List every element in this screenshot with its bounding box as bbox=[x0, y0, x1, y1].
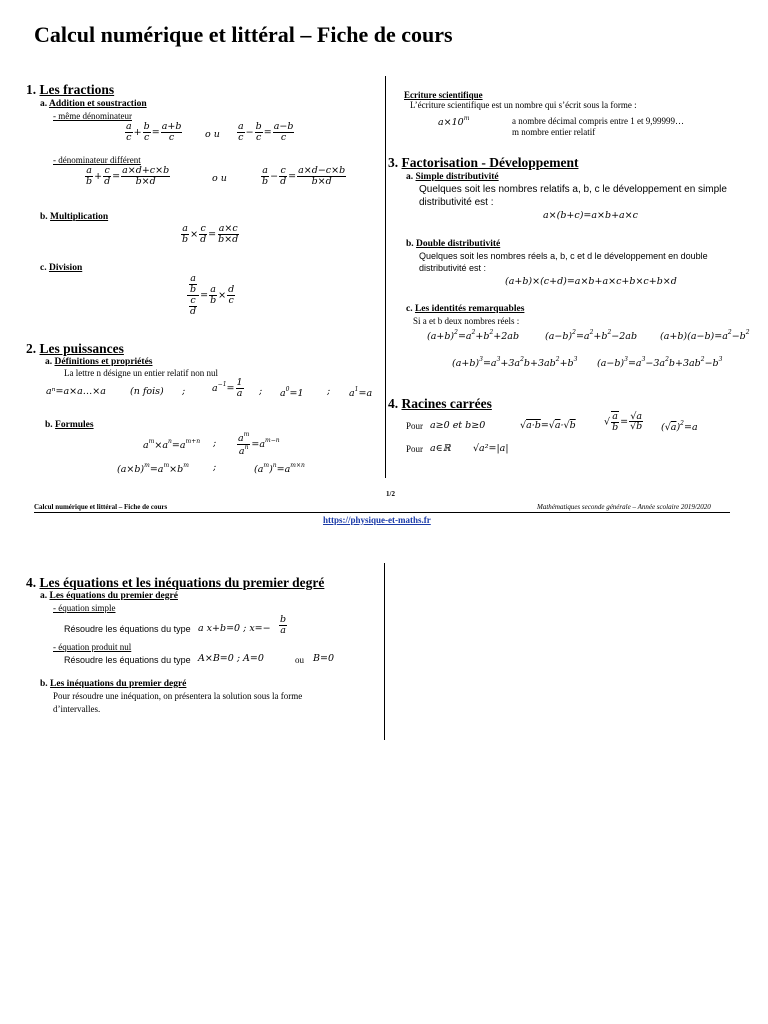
simple-equation-fraction: $\frac{b}{a}$ bbox=[280, 614, 287, 636]
subsection-3c-title: Les identités remarquables bbox=[414, 304, 525, 314]
letter-n-note: La lettre n désigne un entier relatif non nul bbox=[64, 368, 218, 378]
formula-simple-distributivity: a×(b+c)=a×b+a×c bbox=[543, 210, 638, 221]
section-3-title: Factorisation - Développement bbox=[401, 155, 579, 170]
website-link[interactable]: https://physique-et-maths.fr bbox=[323, 515, 431, 525]
subsection-3c-heading bbox=[406, 304, 524, 314]
formula-power-of-product: $(a\times b)^m=a^m\times b^m$ bbox=[117, 462, 189, 475]
formula-sub-diff-denominator: $\frac{a}{b}$ − $\frac{c}{d}$ = $\frac{a\times d-c\times b}{b\times d}$ bbox=[262, 165, 346, 187]
formula-add-same-denominator: $\frac{a}{c}$ + $\frac{b}{c}$ = $\frac{a+b}{c}$ bbox=[126, 121, 182, 143]
section-3-number: 3. bbox=[388, 155, 399, 170]
section-4-title: Racines carrées bbox=[401, 396, 492, 411]
subsection-1c-number: c. bbox=[40, 263, 47, 273]
separator: ; bbox=[182, 386, 186, 397]
formula-root-squared: $(√a)^2=a$ bbox=[661, 420, 698, 433]
simple-equation-formula: a x+b=0 ; x=− bbox=[198, 623, 271, 634]
subsection-5a-title: Les équations du premier degré bbox=[49, 591, 178, 601]
section-5-heading bbox=[26, 575, 324, 591]
subsection-2a-title: Définitions et propriétés bbox=[54, 357, 153, 367]
section-1-heading bbox=[26, 82, 114, 98]
different-denominator-label: - dénominateur différent bbox=[53, 155, 141, 165]
subsection-1b-number: b. bbox=[40, 212, 48, 222]
simple-equation-label: - équation simple bbox=[53, 603, 116, 613]
column-divider-page-2 bbox=[384, 563, 385, 740]
subsection-1c-title: Division bbox=[48, 263, 83, 273]
separator: ; bbox=[327, 386, 331, 397]
footer-left: Calcul numérique et littéral – Fiche de cours bbox=[34, 503, 168, 511]
section-1-title: Les fractions bbox=[39, 82, 115, 97]
formula-product-powers: $a^m\times a^n=a^{m+n}$ bbox=[143, 438, 201, 451]
scientific-a-note: a nombre décimal compris entre 1 et 9,99999… bbox=[512, 116, 684, 126]
footer-rule bbox=[34, 512, 730, 513]
formula-root-quotient: √ $\frac{a}{b}$ = $\frac{√a}{√b}$ bbox=[604, 410, 643, 433]
product-equation-formula-2: B=0 bbox=[313, 653, 334, 664]
product-equation-text: Résoudre les équations du type bbox=[64, 655, 191, 665]
double-distributivity-text-1: Quelques soit les nombres réels a, b, c et d le développement en double bbox=[419, 251, 708, 261]
subsection-2a-number: a. bbox=[45, 357, 53, 367]
subsection-5b-heading bbox=[40, 679, 186, 689]
subsection-3a-number: a. bbox=[406, 172, 414, 182]
real-condition: a∈ℝ bbox=[430, 443, 451, 454]
subsection-3a-title: Simple distributivité bbox=[415, 172, 499, 182]
section-5-title: Les équations et les inéquations du premier degré bbox=[39, 575, 325, 590]
formula-negative-power: $a^{-1}=$ $\frac{1}{a}$ bbox=[212, 377, 243, 399]
formula-multiplication: $\frac{a}{b}$ × $\frac{c}{d}$ = $\frac{a\times c}{b\times d}$ bbox=[182, 223, 239, 245]
subsection-5b-title: Les inéquations du premier degré bbox=[50, 679, 187, 689]
footer-right: Mathématiques seconde générale – Année scolaire 2019/2020 bbox=[537, 503, 711, 511]
formula-quotient-powers: $\frac{a^m}{a^n}$ $=a^{m-n}$ bbox=[238, 431, 280, 457]
product-equation-ou: ou bbox=[295, 655, 304, 665]
simple-distributivity-text-2: distributivité est : bbox=[419, 197, 494, 208]
subsection-3b-heading bbox=[406, 239, 500, 249]
formula-double-distributivity: (a+b)×(c+d)=a×b+a×c+b×c+b×d bbox=[505, 276, 677, 287]
separator: ; bbox=[259, 386, 263, 397]
subsection-1a-number: a. bbox=[40, 99, 48, 109]
identity-cube-diff: $(a-b)^3=a^3-3a^2b+3ab^2-b^3$ bbox=[597, 356, 723, 369]
section-4-heading bbox=[388, 396, 492, 412]
formula-power-definition: aⁿ=a×a…×a bbox=[46, 386, 106, 397]
section-4-number: 4. bbox=[388, 396, 399, 411]
subsection-3c-number: c. bbox=[406, 304, 413, 314]
formula-one-power: $a^1=a$ bbox=[349, 386, 373, 399]
formula-root-abs: √a²=|a| bbox=[473, 443, 509, 454]
subsection-2b-title: Formules bbox=[55, 420, 94, 430]
page-title: Calcul numérique et littéral – Fiche de cours bbox=[34, 22, 453, 47]
section-2-number: 2. bbox=[26, 341, 37, 356]
subsection-2b-number: b. bbox=[45, 420, 53, 430]
simple-equation-text: Résoudre les équations du type bbox=[64, 624, 191, 634]
formula-power-of-power: $(a^m)^n=a^{m\times n}$ bbox=[254, 462, 305, 475]
identity-cube-sum: $(a+b)^3=a^3+3a^2b+3ab^2+b^3$ bbox=[452, 356, 578, 369]
ou-label: o u bbox=[205, 129, 220, 140]
subsection-2a-heading bbox=[45, 357, 152, 367]
section-5-number: 4. bbox=[26, 575, 37, 590]
formula-root-product: √a·b=√a·√b bbox=[520, 420, 576, 431]
section-3-heading bbox=[388, 155, 578, 171]
subsection-5a-number: a. bbox=[40, 591, 48, 601]
identity-square-sum: $(a+b)^2=a^2+b^2+2ab$ bbox=[427, 329, 520, 342]
subsection-3b-title: Double distributivité bbox=[416, 239, 501, 249]
section-1-number: 1. bbox=[26, 82, 37, 97]
separator: ; bbox=[213, 438, 217, 449]
separator: ; bbox=[213, 462, 217, 473]
section-2-heading bbox=[26, 341, 124, 357]
pour-label-2: Pour bbox=[406, 444, 424, 454]
inequation-text-2: d’intervalles. bbox=[53, 704, 101, 714]
scientific-notation-line: L’écriture scientifique est un nombre qui s’écrit sous la forme : bbox=[410, 100, 637, 110]
formula-zero-power: $a^0=1$ bbox=[280, 386, 304, 399]
formula-division: $\frac{\frac{a}{b}}{\frac{c}{d}}$ = $\frac{a}{b}$ × $\frac{d}{c}$ bbox=[186, 274, 236, 317]
ou-label-2: o u bbox=[212, 173, 227, 184]
subsection-1c-heading bbox=[40, 263, 82, 273]
formula-add-diff-denominator: $\frac{a}{b}$ + $\frac{c}{d}$ = $\frac{a\times d+c\times b}{b\times d}$ bbox=[86, 165, 170, 187]
subsection-3a-heading bbox=[406, 172, 499, 182]
subsection-1a-heading bbox=[40, 99, 147, 109]
formula-scientific: $a\times 10^m$ bbox=[438, 115, 470, 128]
root-condition: a≥0 et b≥0 bbox=[430, 420, 486, 431]
identity-product-sum-diff: $(a+b)(a-b)=a^2-b^2$ bbox=[660, 329, 750, 342]
scientific-m-note: m nombre entier relatif bbox=[512, 127, 596, 137]
pour-label: Pour bbox=[406, 421, 424, 431]
subsection-2b-heading bbox=[45, 420, 94, 430]
scientific-notation-title: Ecriture scientifique bbox=[404, 90, 483, 100]
n-times-label: (n fois) bbox=[130, 386, 164, 397]
subsection-3b-number: b. bbox=[406, 239, 414, 249]
identities-intro: Si a et b deux nombres réels : bbox=[413, 316, 520, 326]
subsection-1a-title: Addition et soustraction bbox=[48, 99, 147, 109]
same-denominator-label: - même dénominateur bbox=[53, 111, 132, 121]
column-divider bbox=[385, 76, 386, 478]
subsection-5b-number: b. bbox=[40, 679, 48, 689]
subsection-1b-title: Multiplication bbox=[50, 212, 109, 222]
simple-distributivity-text-1: Quelques soit les nombres relatifs a, b, c le développement en simple bbox=[419, 184, 727, 195]
subsection-1b-heading bbox=[40, 212, 108, 222]
identity-square-diff: $(a-b)^2=a^2+b^2-2ab$ bbox=[545, 329, 638, 342]
formula-sub-same-denominator: $\frac{a}{c}$ − $\frac{b}{c}$ = $\frac{a-b}{c}$ bbox=[238, 121, 294, 143]
section-2-title: Les puissances bbox=[39, 341, 124, 356]
inequation-text-1: Pour résoudre une inéquation, on présentera la solution sous la forme bbox=[53, 691, 303, 701]
double-distributivity-text-2: distributivité est : bbox=[419, 263, 487, 273]
page-number: 1/2 bbox=[386, 490, 395, 498]
product-equation-label: - équation produit nul bbox=[53, 642, 132, 652]
product-equation-formula: A×B=0 ; A=0 bbox=[198, 653, 264, 664]
subsection-5a-heading bbox=[40, 591, 178, 601]
